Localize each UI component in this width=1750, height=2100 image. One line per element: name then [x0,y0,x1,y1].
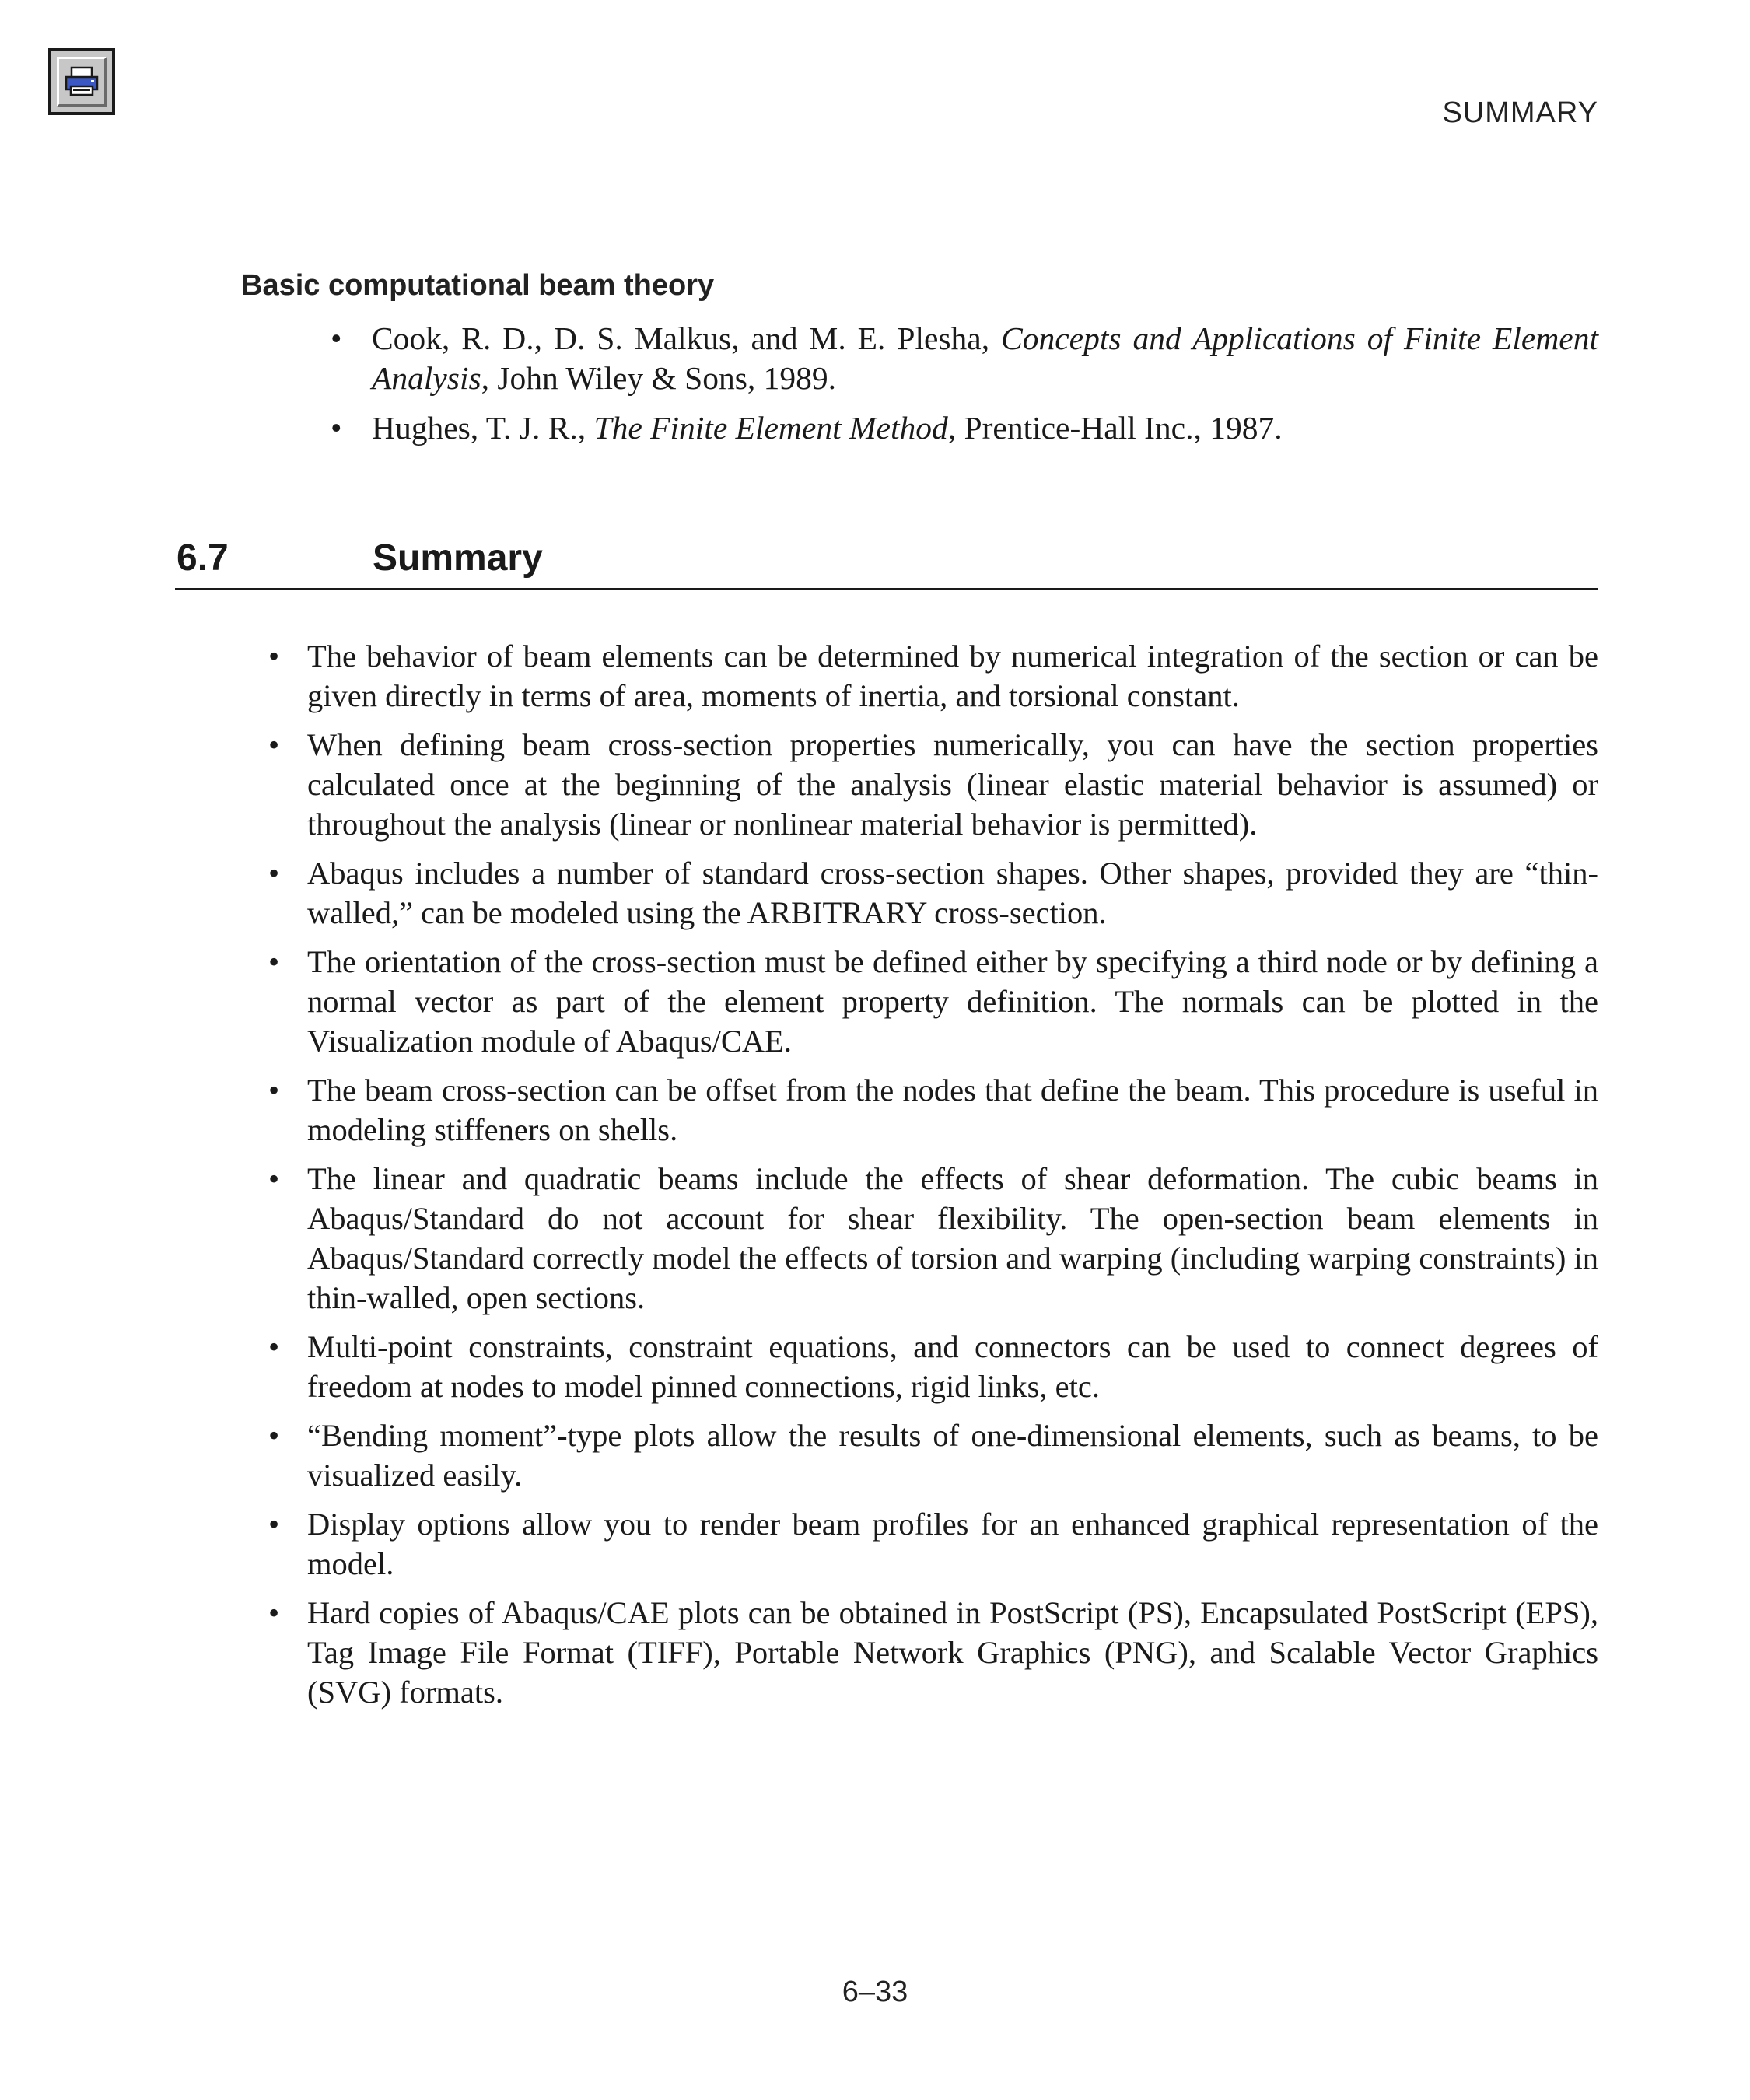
reference-publisher: , Prentice-Hall Inc., 1987. [947,410,1283,446]
summary-item-text: Hard copies of Abaqus/CAE plots can be obtained in PostScript (PS), Encapsulated PostScript (EPS), Tag Image File Format (TIFF), Portable Network Graphics (PNG), and Scalable Vector Graphics (SVG) formats. [307,1595,1598,1710]
summary-item-text: Multi-point constraints, constraint equations, and connectors can be used to connect degrees of freedom at nodes to model pinned connections, rigid links, etc. [307,1329,1598,1404]
summary-item [268,1593,1598,1712]
reference-title: Concepts and Applications of Finite Element Analysis [372,320,1598,396]
bullet-icon: • [268,856,280,891]
section-number: 6.7 [177,537,229,579]
summary-item [268,1070,1598,1150]
summary-item [268,942,1598,1061]
reference-title: The Finite Element Method [593,410,948,446]
print-button[interactable] [48,48,115,115]
summary-item-text: Display options allow you to render beam profiles for an enhanced graphical representation of the model. [307,1507,1598,1581]
summary-list [268,636,1598,1721]
bullet-icon: • [268,639,280,674]
print-icon [57,57,107,107]
summary-item-text: When defining beam cross-section properties numerically, you can have the section properties calculated once at the beginning of the analysis (linear elastic material behavior is assumed) or throughout the analysis (linear or nonlinear material behavior is permitted). [307,727,1598,842]
summary-item [268,1416,1598,1495]
bullet-icon: • [268,1161,280,1196]
bullet-icon: • [268,1329,280,1364]
running-header-title: SUMMARY [1442,96,1598,129]
summary-item [268,725,1598,844]
summary-item-text: The orientation of the cross-section must be defined either by specifying a third node or by defining a normal vector as part of the element property definition. The normals can be plotted in the Visualization module of Abaqus/CAE. [307,944,1598,1059]
summary-item-text: The behavior of beam elements can be determined by numerical integration of the section or can be given directly in terms of area, moments of inertia, and torsional constant. [307,639,1598,713]
bullet-icon: • [268,727,280,762]
bullet-icon: • [268,1073,280,1108]
page-number: 6–33 [842,1976,908,2008]
reference-authors: Hughes, T. J. R., [372,410,594,446]
reference-item [331,319,1598,398]
section-heading [175,537,1598,590]
bullet-icon: • [268,1595,280,1630]
reference-publisher: , John Wiley & Sons, 1989. [481,360,837,396]
section-title: Summary [373,537,543,579]
summary-item [268,1327,1598,1406]
bullet-icon: • [268,944,280,979]
summary-item [268,1504,1598,1584]
summary-item-text: Abaqus includes a number of standard cross-section shapes. Other shapes, provided they are “thin-walled,” can be modeled using the ARBITRARY cross-section. [307,856,1598,930]
references-heading: Basic computational beam theory [241,269,715,302]
summary-item [268,853,1598,933]
references-list [331,319,1598,458]
summary-item-text: The linear and quadratic beams include the effects of shear deformation. The cubic beams in Abaqus/Standard do not account for shear flexibility. The open-section beam elements in Abaqus/Standard correctly model the effects of torsion and warping (including warping constraints) in thin-walled, open sections. [307,1161,1598,1315]
summary-item [268,636,1598,716]
reference-authors: Cook, R. D., D. S. Malkus, and M. E. Plesha, [372,320,1002,356]
bullet-icon: • [268,1418,280,1453]
summary-item [268,1159,1598,1318]
bullet-icon: • [331,320,342,356]
bullet-icon: • [268,1507,280,1542]
bullet-icon: • [331,410,342,446]
summary-item-text: “Bending moment”-type plots allow the results of one-dimensional elements, such as beams, to be visualized easily. [307,1418,1598,1493]
summary-item-text: The beam cross-section can be offset from the nodes that define the beam. This procedure is useful in modeling stiffeners on shells. [307,1073,1598,1147]
reference-item [331,408,1598,448]
